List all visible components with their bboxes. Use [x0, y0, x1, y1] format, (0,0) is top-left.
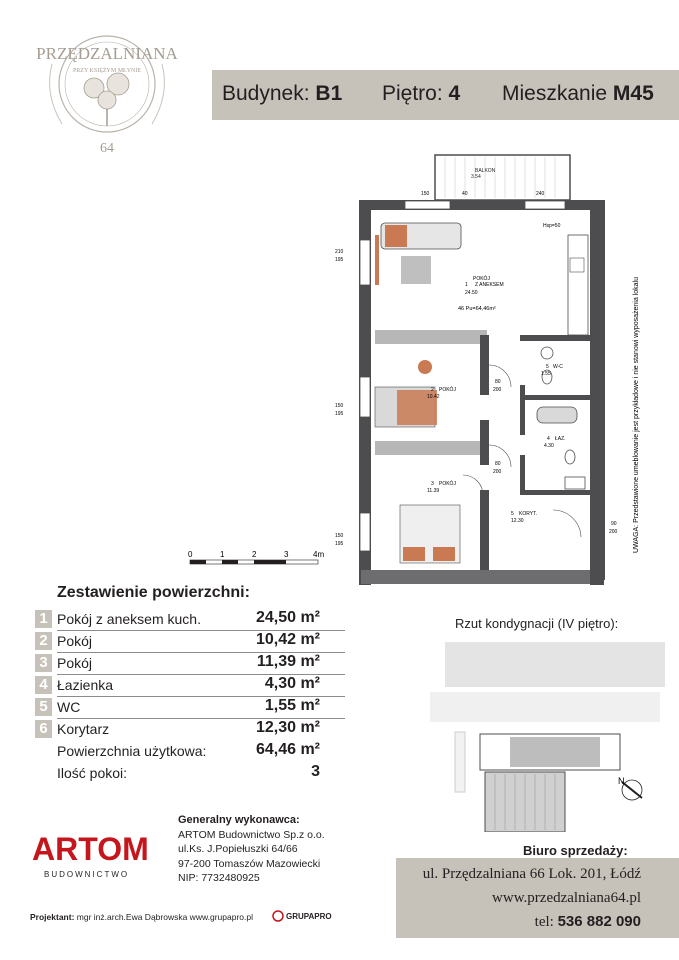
scale-bar: [185, 548, 335, 568]
window-dim: 195: [335, 411, 344, 417]
row-name: Łazienka: [57, 677, 114, 693]
wc-label: W-C: [553, 364, 563, 370]
contractor-line: ul.Ks. J.Popiełuszki 64/66: [178, 843, 298, 855]
header-band: [212, 70, 679, 120]
logo-number: 64: [100, 141, 114, 156]
summary-row: [35, 654, 345, 676]
contractor-title: Generalny wykonawca:: [178, 814, 300, 826]
sales-website[interactable]: www.przedzalniana64.pl: [492, 890, 641, 906]
contractor-info: [178, 813, 325, 886]
summary-row: [35, 610, 345, 632]
corridor-area: 12.30: [511, 518, 524, 524]
usable-area-row: [35, 742, 345, 764]
window-dim: 195: [335, 257, 344, 263]
door-dim-h: 200: [493, 469, 502, 475]
row-number: 3: [35, 654, 52, 672]
row-name: Pokój: [57, 633, 93, 649]
room1-area: 24.50: [465, 290, 478, 296]
artom-logo-sub: BUDOWNICTWO: [44, 870, 130, 879]
apartment-label: Mieszkanie: [502, 82, 608, 105]
room2-area: 10.42: [427, 394, 440, 400]
row-value: 24,50 m²: [255, 609, 320, 626]
designer-label: Projektant:: [30, 912, 75, 922]
door-dim-w: 80: [495, 379, 501, 385]
furniture-note: [628, 235, 642, 555]
floor-value: 4: [448, 82, 461, 105]
apartment-value: M45: [612, 82, 654, 105]
window-dim: 150: [335, 403, 344, 409]
summary-row: [35, 676, 345, 698]
summary-row: [35, 698, 345, 720]
row-number: 1: [35, 610, 52, 628]
corridor-label: KORYT.: [519, 511, 537, 517]
rooms-count-label: Ilość pokoi:: [57, 765, 128, 781]
summary-row: [35, 632, 345, 654]
building-label: Budynek:: [222, 82, 310, 105]
grupapro-text: GRUPAPRO: [286, 912, 332, 921]
scale-tick: 2: [252, 550, 257, 559]
row-value: 11,39 m²: [256, 653, 320, 670]
balcony-label: BALKON: [475, 168, 496, 174]
floor-label: Piętro:: [382, 82, 443, 105]
row-value: 12,30 m²: [255, 719, 320, 736]
scale-tick: 3: [284, 550, 289, 559]
room2-num: 2: [431, 387, 434, 393]
row-name: WC: [57, 699, 81, 715]
rooms-count-value: 3: [311, 763, 320, 780]
artom-logo: [30, 822, 150, 884]
row-value: 10,42 m²: [255, 631, 320, 648]
apartment-floor-plan: [175, 145, 635, 585]
window-dim: 210: [335, 249, 344, 255]
room3-area: 11.39: [427, 488, 440, 494]
room3-num: 3: [431, 481, 434, 487]
grupapro-logo: [272, 906, 332, 926]
wc-area: 1.55: [541, 371, 551, 377]
room1-num: 1: [465, 282, 468, 288]
note-text: UWAGA: Przedstawione umeblowanie jest przykładowe i nie stanowi wyposażenia lokalu: [633, 277, 640, 553]
window-dim: 195: [335, 541, 344, 547]
room1-label: POKÓJ: [473, 276, 490, 282]
door-dim-w: 80: [495, 461, 501, 467]
building-info: [222, 82, 342, 106]
row-name: Pokój: [57, 655, 93, 671]
sales-address: ul. Przędzalniana 66 Lok. 201, Łódź: [422, 866, 641, 882]
przedzalniana-logo: [22, 14, 192, 164]
row-value: 1,55 m²: [264, 697, 320, 714]
balcony-area: 3.54: [471, 174, 481, 180]
scale-tick: 1: [220, 550, 225, 559]
row-number: 5: [35, 698, 52, 716]
room1-sub: Z ANEKSEM: [475, 282, 504, 288]
summary-title: Zestawienie powierzchni:: [57, 584, 250, 601]
row-number: 6: [35, 720, 52, 738]
sill-height: Hsp=50: [543, 223, 561, 229]
site-plan: [410, 632, 665, 832]
phone-label: tel:: [534, 914, 554, 930]
artom-logo-text: ARTOM: [32, 831, 149, 867]
apartment-info: [502, 82, 654, 106]
bath-label: ŁAZ.: [555, 436, 566, 442]
row-number: 2: [35, 632, 52, 650]
building-value: B1: [315, 82, 343, 105]
summary-row: [35, 720, 345, 742]
window-dim: 240: [536, 191, 545, 197]
sales-title: Biuro sprzedaży:: [523, 843, 628, 858]
wc-num: 5: [546, 364, 549, 370]
logo-name: PRZĘDZALNIANA: [36, 44, 178, 63]
door-dim-w: 90: [611, 521, 617, 527]
logo-tagline: PRZY KSIĘŻYM MŁYNIE: [72, 68, 142, 74]
scale-tick: 0: [188, 550, 193, 559]
designer-text: mgr inż.arch.Ewa Dąbrowska www.grupapro.pl: [76, 912, 253, 922]
bath-area: 4.30: [544, 443, 554, 449]
bath-num: 4: [547, 436, 550, 442]
site-plan-label: Rzut kondygnacji (IV piętro):: [455, 616, 619, 631]
contractor-line: NIP: 7732480925: [178, 872, 260, 884]
rooms-count-row: [35, 764, 345, 786]
usable-area-label: Powierzchnia użytkowa:: [57, 743, 207, 759]
row-name: Korytarz: [57, 721, 110, 737]
contractor-line: ARTOM Budownictwo Sp.z o.o.: [178, 828, 325, 841]
designer-info: [30, 912, 253, 922]
door-dim-h: 200: [609, 529, 618, 535]
door-dim-h: 200: [493, 387, 502, 393]
corridor-num: 5: [511, 511, 514, 517]
usable-area-value: 64,46 m²: [255, 741, 320, 758]
sales-phone[interactable]: [535, 913, 641, 931]
row-number: 4: [35, 676, 52, 694]
floor-info: [382, 82, 460, 106]
row-name: Pokój z aneksem kuch.: [57, 611, 201, 627]
room2-label: POKÓJ: [439, 387, 456, 393]
window-dim: 150: [335, 533, 344, 539]
row-value: 4,30 m²: [264, 675, 320, 692]
room3-label: POKÓJ: [439, 481, 456, 487]
window-dim: 150: [421, 191, 430, 197]
compass-north: N: [618, 776, 625, 786]
phone-number[interactable]: 536 882 090: [557, 913, 641, 930]
sales-band: [396, 858, 679, 938]
apartment-tag: 46 Pu=64,46m²: [458, 306, 496, 312]
contractor-line: 97-200 Tomaszów Mazowiecki: [178, 857, 321, 870]
scale-tick: 4m: [313, 550, 325, 559]
window-dim: 40: [462, 191, 468, 197]
